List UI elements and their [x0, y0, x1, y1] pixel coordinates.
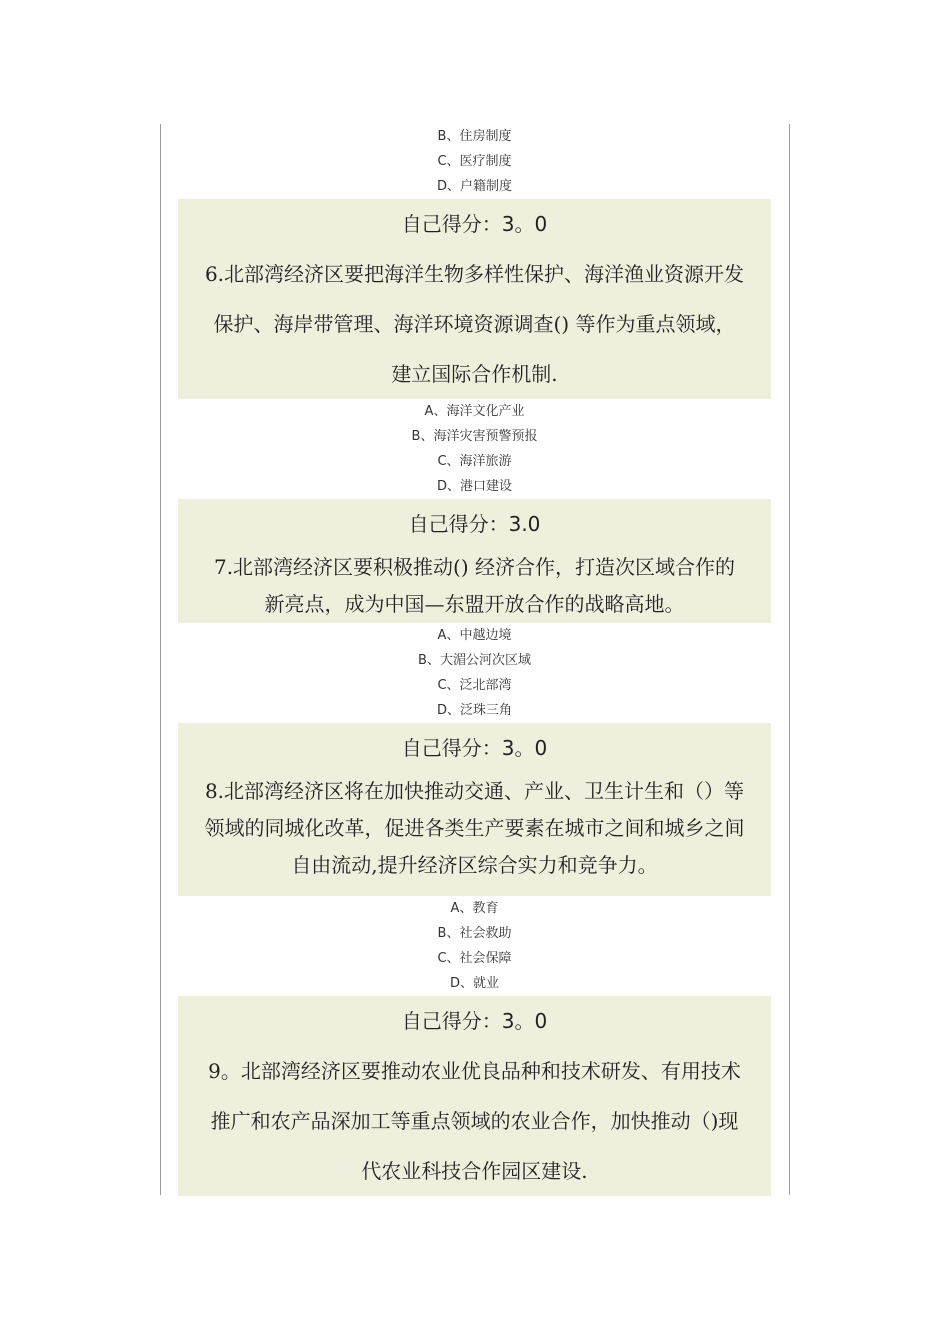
option-b: B、社会救助: [437, 926, 512, 941]
question-text-line: 建立国际合作机制.: [391, 362, 558, 386]
score-label: 自己得分：3。0: [401, 736, 548, 760]
option-b: B、大湄公河次区域: [418, 653, 531, 668]
option-b: B、海洋灾害预警预报: [411, 429, 538, 444]
option-a: A、海洋文化产业: [424, 404, 525, 419]
option-a: A、教育: [450, 901, 499, 916]
question-5-options: [178, 124, 771, 199]
question-7-text: [178, 549, 771, 623]
option-c: C、医疗制度: [437, 154, 512, 169]
question-9-block: [178, 996, 771, 1196]
right-border-line: [789, 124, 790, 1195]
question-text-line: 自由流动,提升经济区综合实力和竞争力。: [291, 853, 658, 877]
quiz-results-page: [178, 124, 771, 1196]
question-text-line: 7.北部湾经济区要积极推动() 经济合作，打造次区域合作的: [213, 555, 736, 579]
score-label: 自己得分：3.0: [408, 512, 541, 536]
score-label: 自己得分：3。0: [401, 1009, 548, 1033]
question-text-line: 保护、海岸带管理、海洋环境资源调查() 等作为重点领域，: [213, 312, 736, 336]
option-a: A、中越边境: [437, 628, 512, 643]
option-c: C、社会保障: [437, 951, 512, 966]
option-d: D、港口建设: [436, 479, 512, 494]
question-6-text: [178, 249, 771, 399]
question-text-line: 推广和农产品深加工等重点领域的农业合作，加快推动（)现: [210, 1109, 739, 1133]
question-text-line: 6.北部湾经济区要把海洋生物多样性保护、海洋渔业资源开发: [204, 262, 745, 286]
left-border-line: [160, 124, 161, 1195]
question-8-text: [178, 773, 771, 896]
question-text-line: 9。北部湾经济区要推动农业优良品种和技术研发、有用技术: [208, 1059, 741, 1083]
question-8-block: [178, 723, 771, 896]
option-d: D、泛珠三角: [436, 703, 512, 718]
question-6-options: [178, 399, 771, 499]
question-8-options: [178, 896, 771, 996]
question-9-text: [178, 1046, 771, 1196]
question-6-block: [178, 199, 771, 399]
option-d: D、户籍制度: [436, 179, 512, 194]
option-d: D、就业: [449, 976, 499, 991]
question-text-line: 领域的同城化改革，促进各类生产要素在城市之间和城乡之间: [204, 816, 745, 840]
question-7-block: [178, 499, 771, 623]
score-label: 自己得分：3。0: [401, 212, 548, 236]
option-b: B、住房制度: [437, 129, 512, 144]
question-text-line: 新亮点，成为中国—东盟开放合作的战略高地。: [264, 592, 685, 616]
option-c: C、海洋旅游: [437, 454, 512, 469]
question-text-line: 8.北部湾经济区将在加快推动交通、产业、卫生计生和（）等: [204, 779, 745, 803]
question-text-line: 代农业科技合作园区建设.: [361, 1159, 588, 1183]
option-c: C、泛北部湾: [437, 678, 512, 693]
question-7-options: [178, 623, 771, 723]
